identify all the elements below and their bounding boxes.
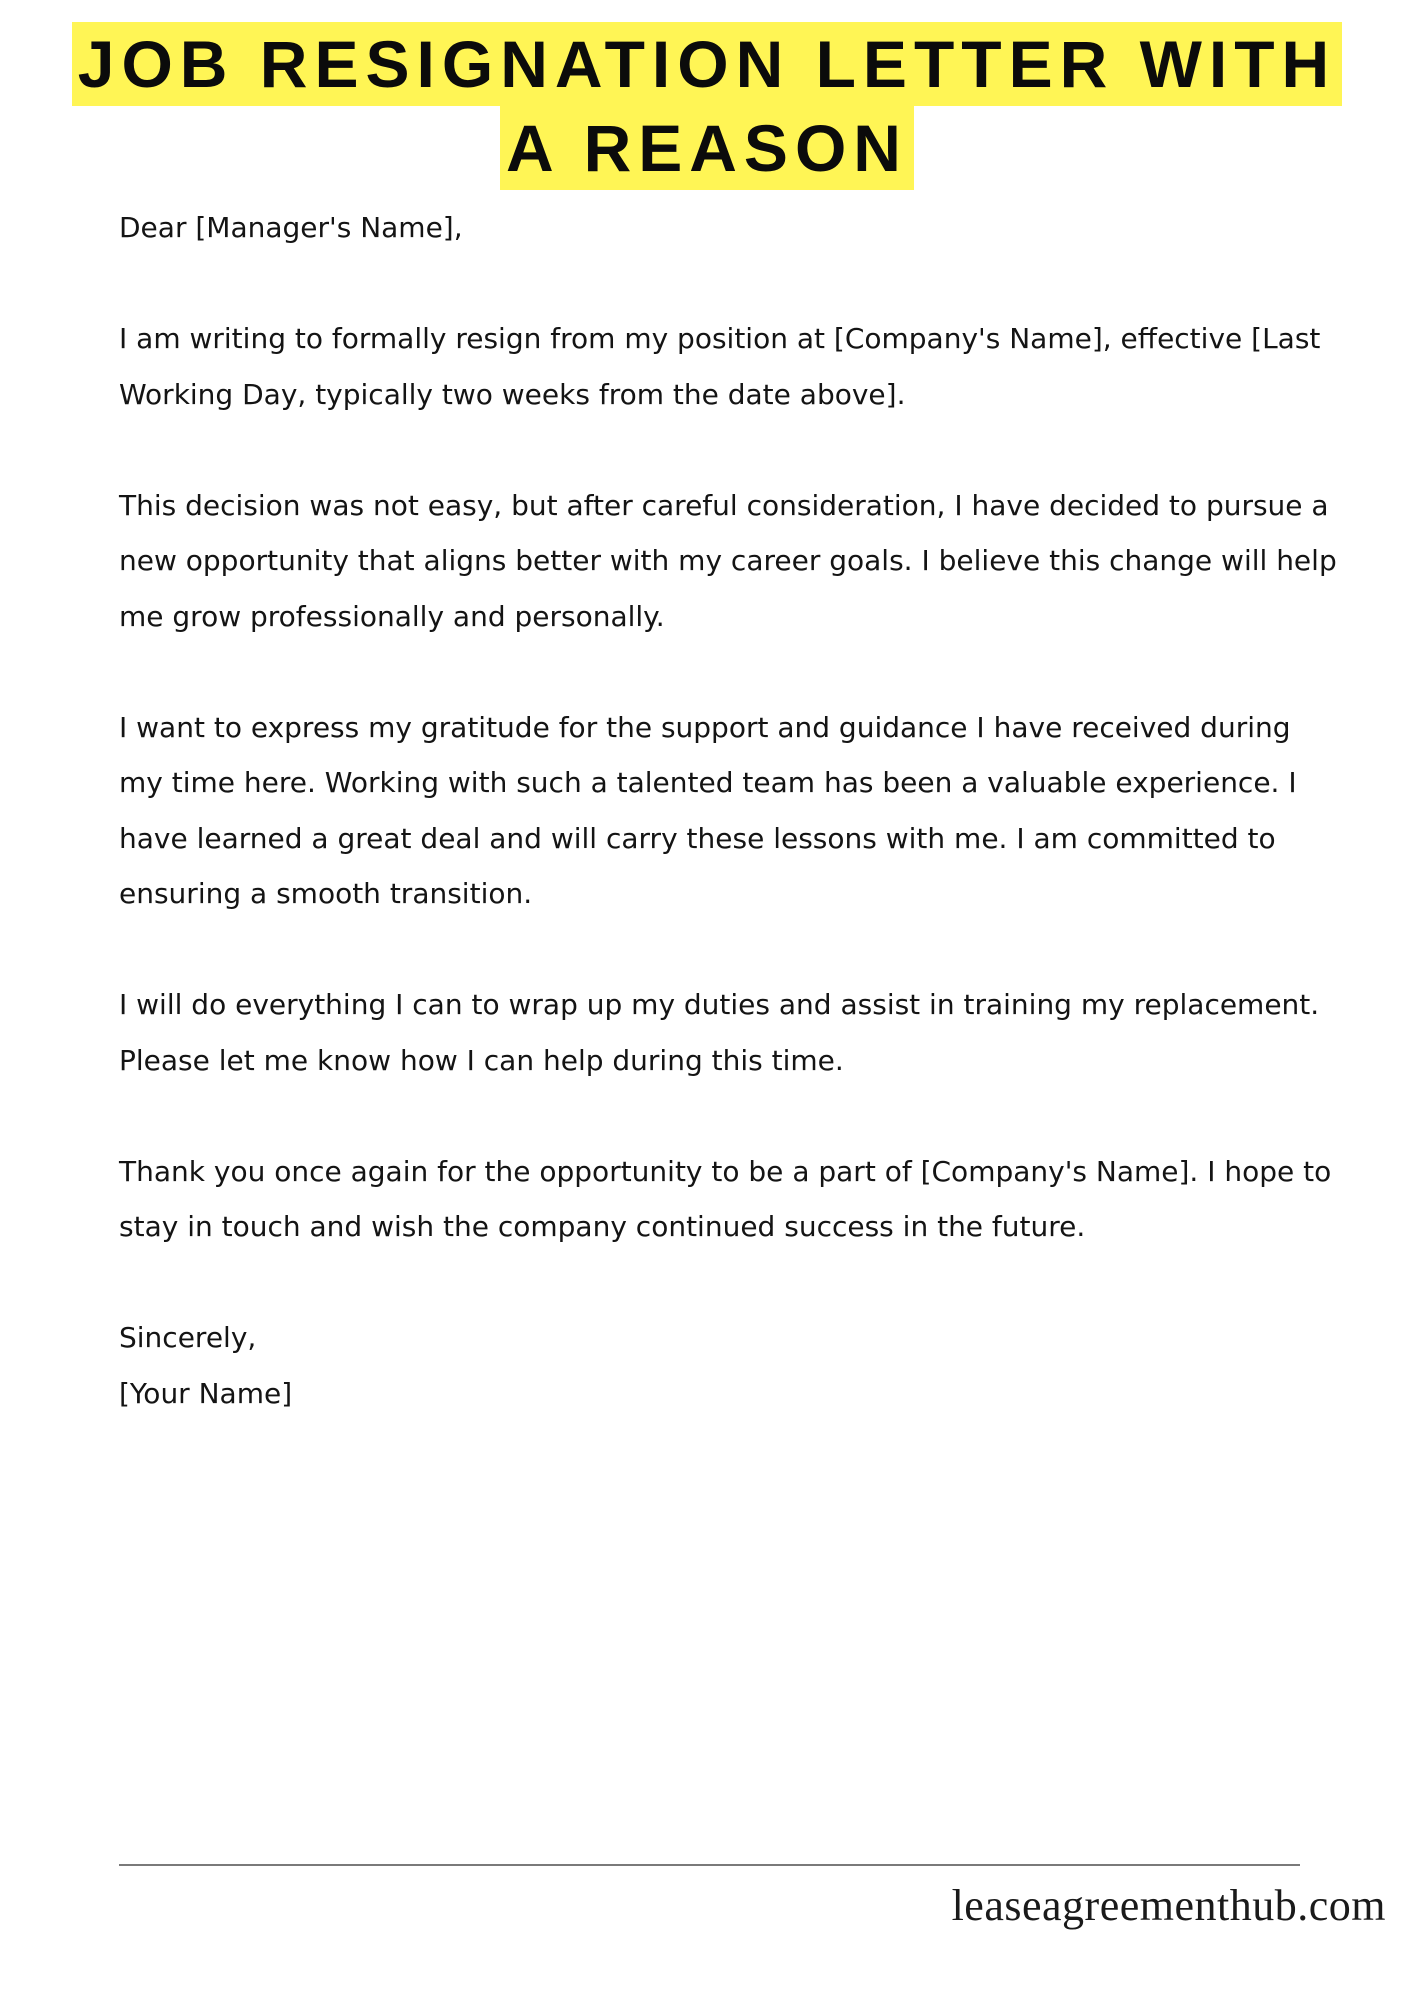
- letter-body: [119, 200, 1339, 1421]
- paragraph-2: This decision was not easy, but after careful consideration, I have decided to pursue a new opportunity that aligns better with my career goals. I believe this change will help me grow professionally and personally.: [119, 488, 1337, 633]
- title-line-1: JOB RESIGNATION LETTER WITH: [72, 22, 1342, 106]
- paragraph-1: I am writing to formally resign from my position at [Company's Name], effective [Last Working Day, typically two weeks from the date above].: [119, 322, 1321, 411]
- paragraph-5: Thank you once again for the opportunity to be a part of [Company's Name]. I hope to stay in touch and wish the company continued success in the future.: [119, 1154, 1332, 1243]
- closing: Sincerely,: [119, 1321, 257, 1354]
- salutation: Dear [Manager's Name],: [119, 211, 463, 244]
- title-line-2: A REASON: [500, 106, 914, 190]
- footer-divider: [119, 1864, 1300, 1866]
- signature: [Your Name]: [119, 1376, 293, 1410]
- paragraph-4: I will do everything I can to wrap up my duties and assist in training my replacement. Please let me know how I can help during this time.: [119, 988, 1320, 1077]
- paragraph-3: I want to express my gratitude for the support and guidance I have received during my time here. Working with such a talented team has been a valuable experience. I have learned a great deal and will carry these lessons with me. I am committed to ensuring a smooth transition.: [119, 710, 1297, 910]
- document-title: [60, 22, 1354, 190]
- website-footer: leaseagreementhub.com: [951, 1881, 1386, 1930]
